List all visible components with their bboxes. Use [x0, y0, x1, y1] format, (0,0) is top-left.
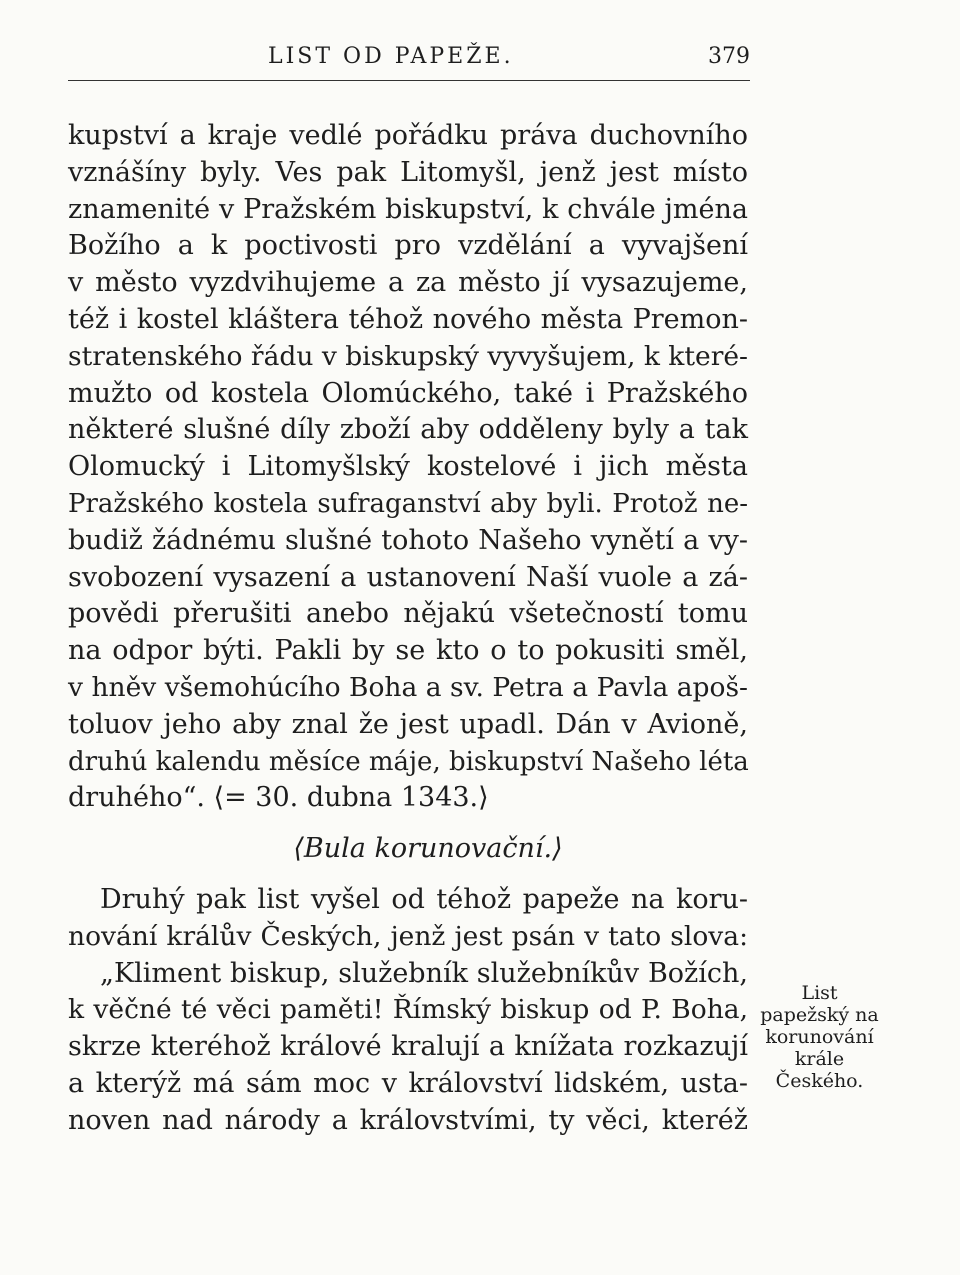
text-line: toluov jeho aby znal že jest upadl. Dán v Avioně,: [68, 708, 748, 740]
marginal-note-line: korunování: [765, 1026, 874, 1048]
text-line: „Kliment biskup, služebník služebníkův Božích,: [100, 957, 748, 989]
text-line: druhú kalendu měsíce máje, biskupství Našeho léta: [68, 746, 749, 777]
text-line: mužto od kostela Olomúckého, také i Pražského: [68, 377, 748, 409]
text-line: v město vyzdvihujeme a za město jí vysazujeme,: [68, 267, 748, 299]
text-line: skrze kteréhož králové kralují a knížata rozkazují: [68, 1031, 748, 1063]
text-line: Druhý pak list vyšel od téhož papeže na koru-: [100, 883, 748, 915]
text-line: a kterýž má sám moc v království lidském, usta-: [68, 1067, 748, 1099]
paragraph-1: [68, 118, 748, 817]
text-line: svobození vysazení a ustanovení Naší vuole a zá-: [68, 561, 748, 593]
marginal-note: [752, 982, 887, 1092]
marginal-note-line: Českého.: [775, 1070, 864, 1092]
page-number: 379: [708, 44, 750, 69]
text-line: noven nad národy a královstvími, ty věci, kteréž: [68, 1104, 748, 1136]
text-line: v hněv všemohúcího Boha a sv. Petra a Pavla apoš-: [68, 671, 748, 703]
text-line: Božího a k poctivosti pro vzdělání a vyvajšení: [68, 230, 748, 262]
page-header: [68, 40, 750, 80]
header-rule: [68, 80, 750, 81]
text-line: znamenité v Pražském biskupství, k chvále jména: [68, 193, 748, 225]
text-line: budiž žádnému slušné tohoto Našeho vynětí a vy-: [68, 524, 748, 556]
text-line: nování králův Českých, jenž jest psán v tato slova:: [68, 920, 748, 952]
marginal-note-line: List: [801, 982, 838, 1004]
text-line: Olomucký i Litomyšlský kostelové i jich města: [68, 451, 748, 483]
text-line: stratenského řádu v biskupský vyvyšujem, k které-: [68, 340, 748, 372]
text-line: vznášíny byly. Ves pak Litomyšl, jenž jest místo: [68, 156, 748, 188]
section-heading: ⟨Bula korunovační.⟩: [293, 833, 563, 865]
text-line: některé slušné díly zboží aby odděleny byly a tak: [68, 414, 748, 446]
text-line: též i kostel kláštera téhož nového města Premon-: [68, 303, 748, 335]
marginal-note-line: krále: [794, 1048, 845, 1070]
text-line: povědi přerušiti anebo nějakú všetečností tomu: [68, 598, 748, 630]
running-head: LIST OD PAPEŽE.: [268, 44, 514, 69]
body-text: [68, 118, 748, 1140]
marginal-note-line: papežský na: [760, 1004, 879, 1026]
text-line-last: druhého“. ⟨= 30. dubna 1343.⟩: [68, 782, 489, 814]
text-line: Pražského kostela sufraganství aby byli. Protož ne-: [68, 488, 748, 519]
paragraph-2: [68, 882, 748, 1140]
text-line: kupství a kraje vedlé pořádku práva duchovního: [68, 120, 748, 151]
text-line: na odpor býti. Pakli by se kto o to pokusiti směl,: [68, 635, 748, 667]
text-line: k věčné té věci paměti! Římský biskup od P. Boha,: [68, 994, 748, 1026]
